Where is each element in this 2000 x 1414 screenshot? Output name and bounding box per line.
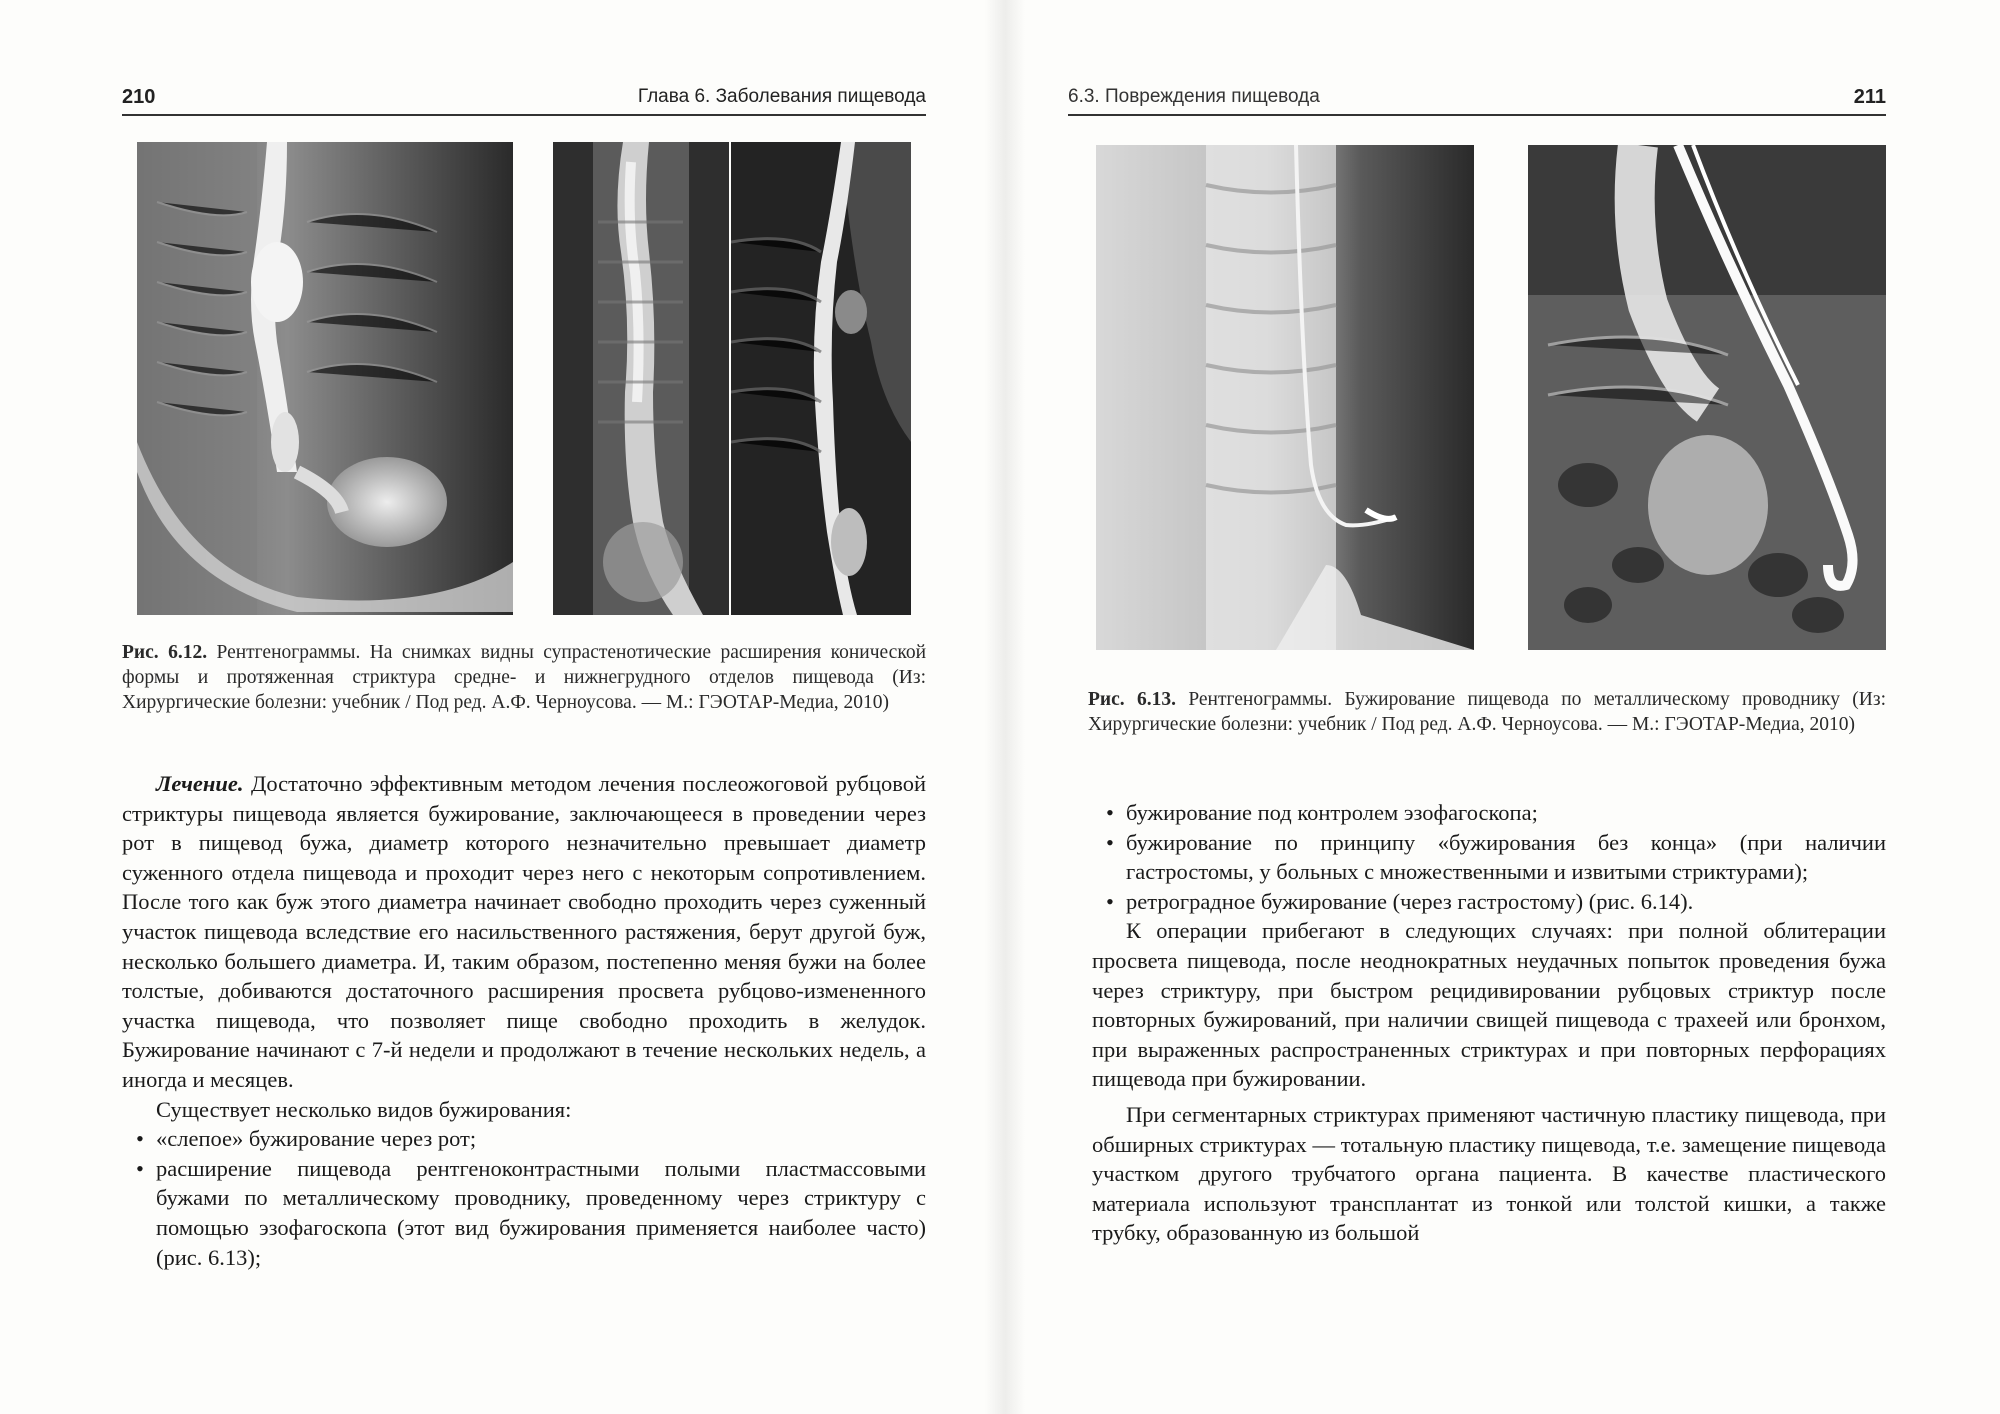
xray-image-guidewire-1	[1096, 145, 1474, 650]
bougienage-types-list-right	[1092, 798, 1886, 916]
list-item	[1106, 828, 1886, 887]
bullet-icon: •	[1106, 800, 1114, 825]
xray-image-stricture-oblique	[731, 142, 911, 615]
list-item-text: «слепое» бужирование через рот;	[156, 1126, 477, 1152]
bullet-icon: •	[1106, 888, 1114, 914]
bullet-icon: •	[136, 1155, 144, 1181]
list-item	[1106, 798, 1886, 828]
types-intro-text: Существует несколько видов бужирования:	[156, 1096, 572, 1122]
plastic-paragraph	[1092, 1100, 1886, 1248]
treatment-heading: Лечение.	[156, 771, 244, 796]
figure-caption-6-12	[122, 640, 926, 715]
figure-caption-text: Рентгенограммы. На снимках видны супрастенотические расширения конической формы и протяженная стриктура средне- и нижнегрудного отделов пищевода (Из: Хирургические болезни: учебник / Под ред. А.Ф. Черноусова. — М.: ГЭОТАР-Медиа, 2010)	[122, 642, 926, 713]
list-item	[1106, 887, 1886, 917]
right-page	[1000, 0, 2000, 1414]
bullet-icon: •	[136, 1126, 144, 1152]
plastic-text: При сегментарных стриктурах применяют частичную пластику пищевода, при обширных стриктурах — тотальную пластику пищевода, т.е. замещение пищевода участком другого трубчатого органа пациента. В качестве пластического материала используют трансплантат из тонкой или толстой кишки, а также трубку, образованную из большой	[1092, 1101, 1886, 1246]
right-body-text	[1092, 798, 1886, 1248]
left-body-text	[122, 769, 926, 1272]
operation-paragraph	[1092, 916, 1886, 1094]
treatment-paragraph	[122, 769, 926, 1095]
figure-caption-6-13	[1088, 687, 1886, 737]
xray-image-guidewire-2	[1528, 145, 1886, 650]
treatment-text: Достаточно эффективным методом лечения послеожоговой рубцовой стриктуры пищевода является бужирование, заключающееся в проведении через рот в пищевод бужа, диаметр которого незначительно превышает диаметр суженного отдела пищевода и проходит через него с некоторым сопротивлением. После того как буж этого диаметра начинает свободно проходить через суженный участок пищевода вследствие его насильственного растяжения, берут другой буж, несколько большего диаметра. И, таким образом, постепенно меняя бужи на более толстые, добиваются достаточного расширения просвета рубцово-измененного участка пищевода, что позволяет пище свободно проходить в желудок. Бужирование начинают с 7-й недели и продолжают в течение нескольких недель, а иногда и месяцев.	[122, 771, 927, 1092]
running-title: 6.3. Повреждения пищевода	[1068, 86, 1320, 107]
running-header-right	[1068, 82, 1886, 116]
list-item-text: бужирование по принципу «бужирования без конца» (при наличии гастростомы, у больных с множественными и извитыми стриктурами);	[1126, 829, 1886, 885]
running-header-left	[122, 82, 926, 116]
bougienage-types-list-left	[122, 1124, 926, 1272]
figure-caption-text: Рентгенограммы. Бужирование пищевода по металлическому проводнику (Из: Хирургические болезни: учебник / Под ред. А.Ф. Черноусова. — М.: ГЭОТАР-Медиа, 2010)	[1088, 689, 1886, 735]
list-item	[136, 1124, 926, 1154]
running-title: Глава 6. Заболевания пищевода	[637, 86, 926, 107]
list-item-text: расширение пищевода рентгеноконтрастными полыми пластмассовыми бужами по металлическому проводнику, проведенному через стриктуру с помощью эзофагоскопа (этот вид бужирования применяется наиболее часто) (рис. 6.13);	[156, 1155, 926, 1270]
xray-image-stricture-frontal	[553, 142, 729, 615]
figure-label: Рис. 6.13.	[1088, 689, 1176, 710]
figure-label: Рис. 6.12.	[122, 642, 208, 663]
page-number: 210	[122, 86, 156, 108]
bullet-icon: •	[1106, 829, 1114, 855]
operation-text: К операции прибегают в следующих случаях: при полной облитерации просвета пищевода, после неоднократных неудачных попыток проведения бужа через стриктуру, при быстром рецидивировании рубцовых стриктур после повторных бужирований, при наличии свищей пищевода с трахеей или бронхом, при выраженных распространенных стриктурах и при повторных перфорациях пищевода при бужировании.	[1092, 918, 1886, 1092]
list-item-text: ретроградное бужирование (через гастростому) (рис. 6.14).	[1126, 888, 1694, 914]
types-intro-paragraph	[122, 1095, 926, 1125]
list-item	[136, 1154, 926, 1272]
page-number: 211	[1853, 86, 1886, 108]
xray-image-esophagus-stomach	[137, 142, 513, 615]
list-item-text: бужирование под контролем эзофагоскопа;	[1126, 800, 1538, 825]
